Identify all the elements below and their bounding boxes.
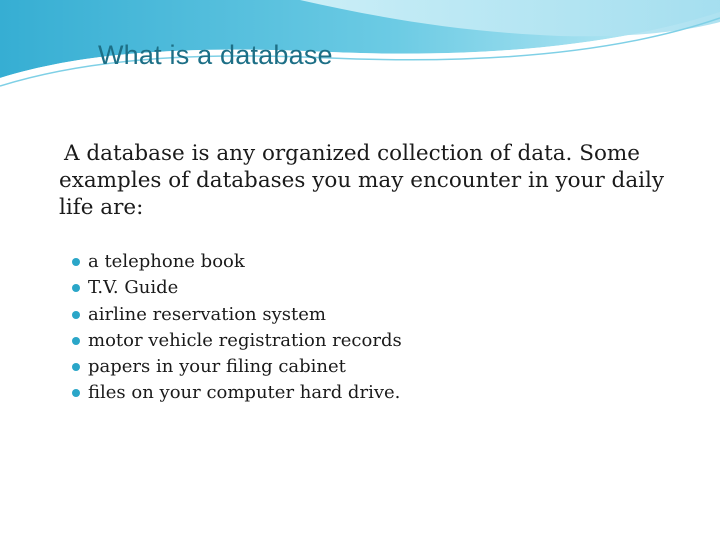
example-list <box>72 249 402 407</box>
list-item <box>72 380 402 406</box>
bullet-icon <box>72 389 80 397</box>
list-item <box>72 275 402 301</box>
list-item-text: papers in your filing cabinet <box>88 356 346 378</box>
list-item <box>72 302 402 328</box>
intro-text: A database is any organized collection of data. Some examples of databases you may encounter in your daily life are: <box>59 141 665 220</box>
list-item <box>72 354 402 380</box>
list-item-text: motor vehicle registration records <box>88 329 402 351</box>
bullet-icon <box>72 363 80 371</box>
list-item <box>72 328 402 354</box>
bullet-icon <box>72 311 80 319</box>
bullet-icon <box>72 284 80 292</box>
slide-title: What is a database <box>98 40 333 70</box>
list-item-text: airline reservation system <box>88 303 326 325</box>
bullet-icon <box>72 258 80 266</box>
intro-paragraph <box>59 140 699 221</box>
list-item <box>72 249 402 275</box>
list-item-text: T.V. Guide <box>88 277 179 299</box>
bullet-icon <box>72 337 80 345</box>
list-item-text: a telephone book <box>88 251 245 272</box>
list-item-text: files on your computer hard drive. <box>88 382 401 404</box>
